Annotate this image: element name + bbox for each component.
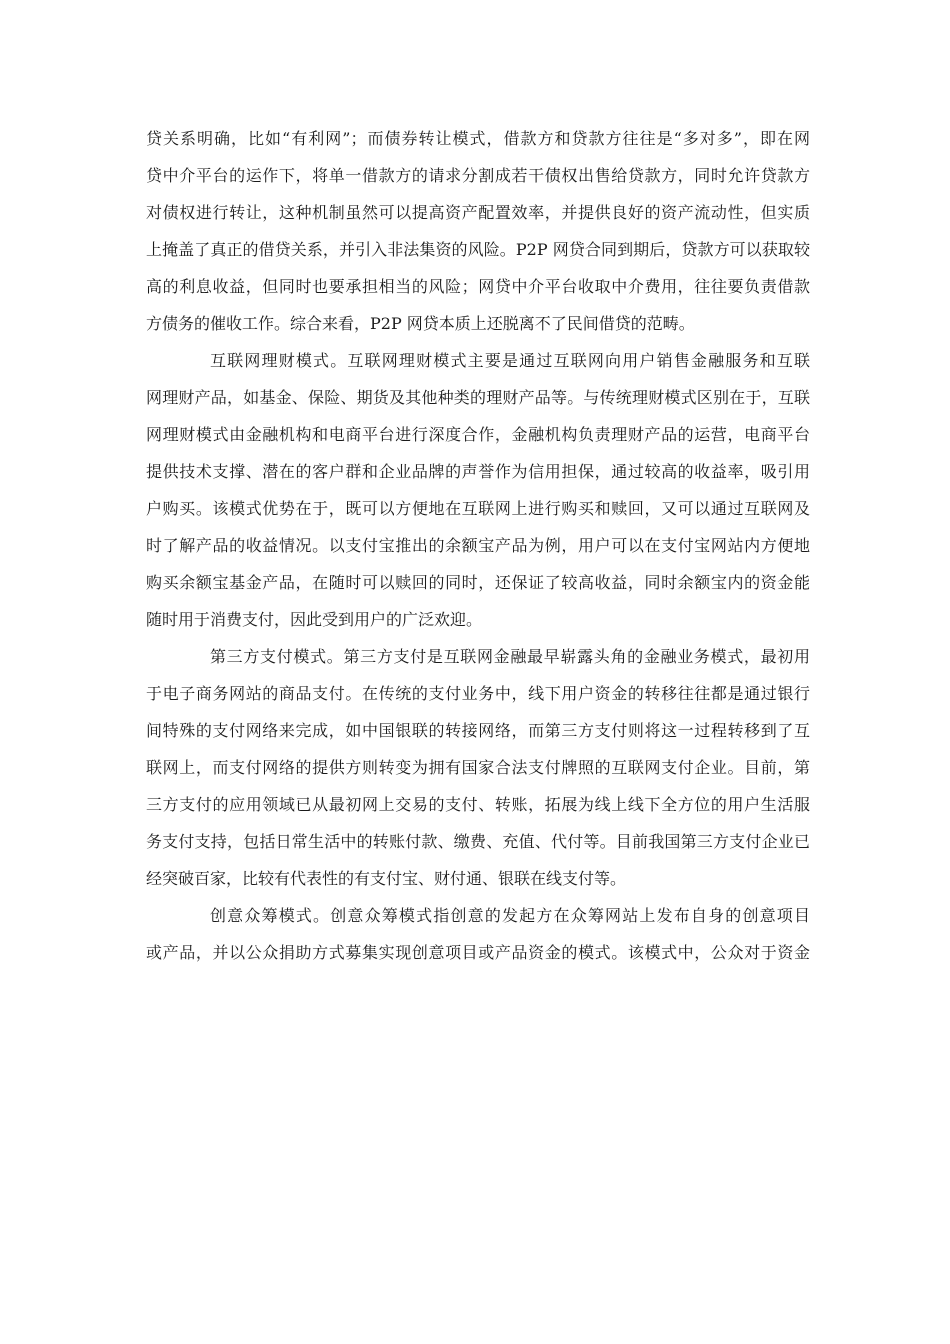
body-text [146,120,810,971]
text-line: 购买余额宝基金产品，在随时可以赎回的同时，还保证了较高收益，同时余额宝内的资金能 [146,573,810,592]
text-line: 方债务的催收工作。综合来看，P2P 网贷本质上还脱离不了民间借贷的范畴。 [146,314,695,333]
text-line: 间特殊的支付网络来完成，如中国银联的转接网络，而第三方支付则将这一过程转移到了互 [146,721,810,740]
text-line: 网理财模式由金融机构和电商平台进行深度合作，金融机构负责理财产品的运营，电商平台 [146,425,810,444]
text-line: 或产品，并以公众捐助方式募集实现创意项目或产品资金的模式。该模式中，公众对于资金 [146,943,810,962]
text-line: 经突破百家，比较有代表性的有支付宝、财付通、银联在线支付等。 [146,869,627,888]
text-line: 时了解产品的收益情况。以支付宝推出的余额宝产品为例，用户可以在支付宝网站内方便地 [146,536,810,555]
text-line: 贷中介平台的运作下，将单一借款方的请求分割成若干债权出售给贷款方，同时允许贷款方 [146,166,810,185]
text-line: 上掩盖了真正的借贷关系，并引入非法集资的风险。P2P 网贷合同到期后，贷款方可以获取较 [146,240,810,259]
paragraph-start-line: 第三方支付模式。第三方支付是互联网金融最早崭露头角的金融业务模式，最初用 [210,647,810,666]
text-line: 联网上，而支付网络的提供方则转变为拥有国家合法支付牌照的互联网支付企业。目前，第 [146,758,810,777]
paragraph-start-line: 创意众筹模式。创意众筹模式指创意的发起方在众筹网站上发布自身的创意项目 [210,906,810,925]
text-line: 网理财产品，如基金、保险、期货及其他种类的理财产品等。与传统理财模式区别在于，互联 [146,388,810,407]
text-line: 贷关系明确，比如“有利网”；而债券转让模式，借款方和贷款方往往是“多对多”，即在网 [146,129,810,148]
text-line: 高的利息收益，但同时也要承担相当的风险；网贷中介平台收取中介费用，往往要负责借款 [146,277,810,296]
text-line: 于电子商务网站的商品支付。在传统的支付业务中，线下用户资金的转移往往都是通过银行 [146,684,810,703]
text-line: 户购买。该模式优势在于，既可以方便地在互联网上进行购买和赎回，又可以通过互联网及 [146,499,810,518]
text-line: 随时用于消费支付，因此受到用户的广泛欢迎。 [146,610,483,629]
text-line: 对债权进行转让，这种机制虽然可以提高资产配置效率，并提供良好的资产流动性，但实质 [146,203,810,222]
paragraph-start-line: 互联网理财模式。互联网理财模式主要是通过互联网向用户销售金融服务和互联 [210,351,810,370]
text-line: 三方支付的应用领域已从最初网上交易的支付、转账，拓展为线上线下全方位的用户生活服 [146,795,810,814]
text-line: 务支付支持，包括日常生活中的转账付款、缴费、充值、代付等。目前我国第三方支付企业已 [146,832,810,851]
text-line: 提供技术支撑、潜在的客户群和企业品牌的声誉作为信用担保，通过较高的收益率，吸引用 [146,462,810,481]
